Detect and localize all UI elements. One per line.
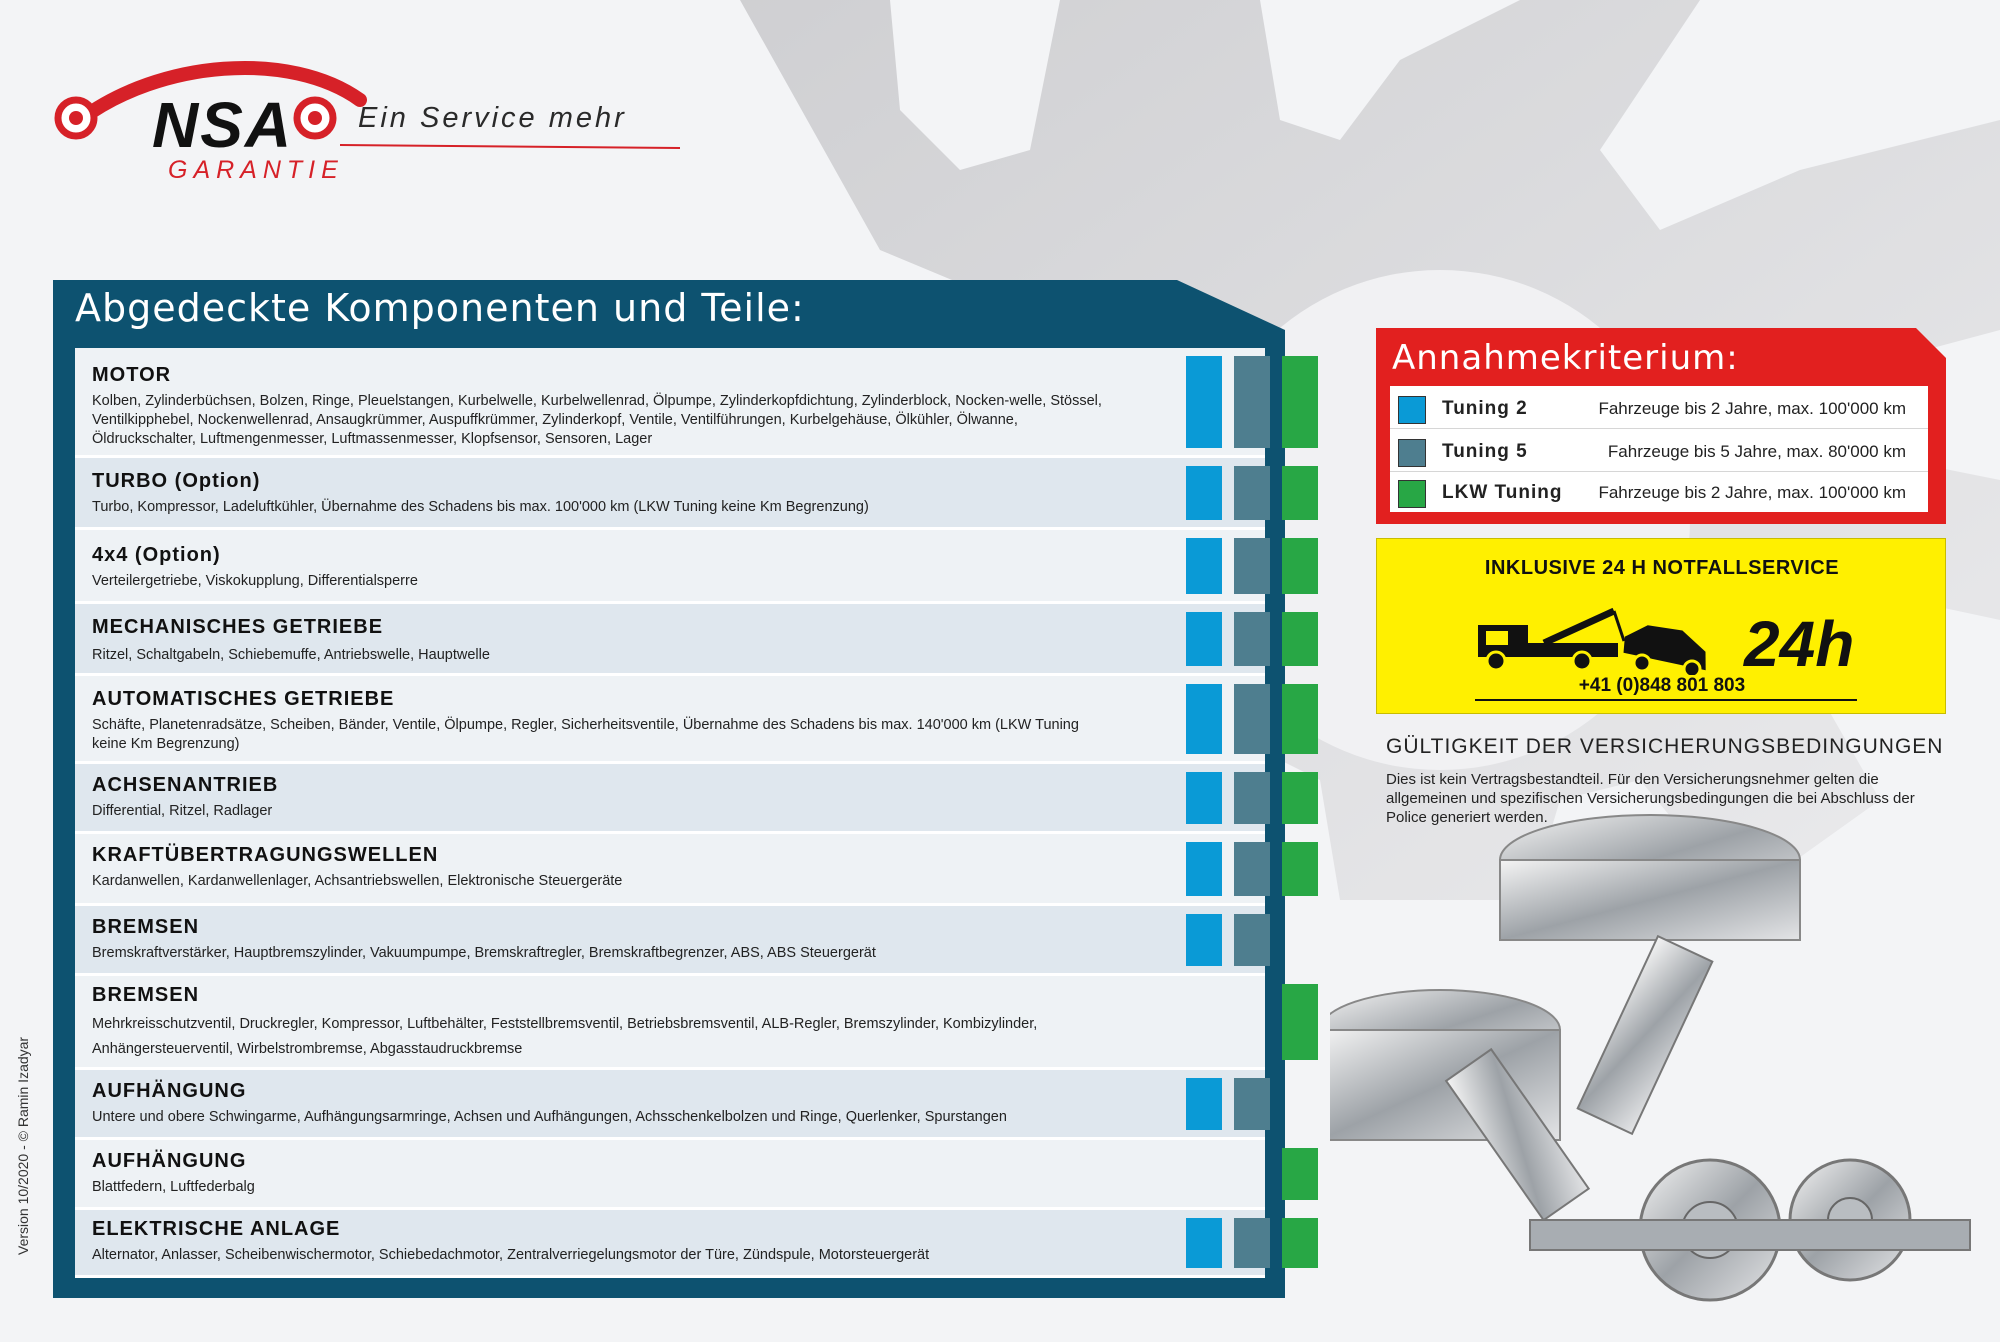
component-description: Kolben, Zylinderbüchsen, Bolzen, Ringe, Pleuelstangen, Kurbelwelle, Kurbelwellenrad, Ölpumpe, Zylinderkopfdichtung, Zylinderblock, Nocken-welle, Stössel, Ventilkipphebel, Nockenwellenrad, Ansaugkrümmer, Auspuffkrümmer, Zylinderkopf, Ventile, Ventilführungen, Kurbelgehäuse, Ölkühler, Ölwanne, Öldruckschalter, Luftmengenmesser, Luftmassenmesser, Klopfsensor, Sensoren, Lager <box>92 393 1102 447</box>
criteria-name: Tuning 2 <box>1442 398 1528 419</box>
lkw-coverage-marker <box>1282 466 1318 520</box>
criteria-row <box>1390 431 1928 472</box>
divider <box>1475 699 1857 701</box>
criteria-name: Tuning 5 <box>1442 441 1528 462</box>
tuning2-coverage-marker <box>1186 356 1222 448</box>
logo-slogan: Ein Service mehr <box>358 102 627 134</box>
tuning2-swatch <box>1398 396 1426 424</box>
tuning5-coverage-marker <box>1234 772 1270 824</box>
component-description: Bremskraftverstärker, Hauptbremszylinder, Vakuumpumpe, Bremskraftregler, Bremskraftbegrenzer, ABS, ABS Steuergerät <box>92 945 876 961</box>
tow-truck-icon <box>1474 605 1734 675</box>
panel-title: Abgedeckte Komponenten und Teile: <box>75 286 805 330</box>
tuning5-coverage-marker <box>1234 538 1270 594</box>
component-description: Alternator, Anlasser, Scheibenwischermotor, Schiebedachmotor, Zentralverriegelungsmotor der Türe, Zündspule, Motorsteuergerät <box>92 1247 930 1263</box>
component-row <box>75 348 1265 458</box>
component-title: 4x4 (Option) <box>92 544 221 566</box>
tuning5-swatch <box>1398 439 1426 467</box>
component-row <box>75 834 1265 906</box>
component-row <box>75 1140 1265 1210</box>
nsa-logo <box>40 40 740 190</box>
tuning2-coverage-marker <box>1186 914 1222 966</box>
tuning2-coverage-marker <box>1186 1218 1222 1268</box>
component-title: TURBO (Option) <box>92 470 261 492</box>
version-note: Version 10/2020 - © Ramin Izadyar <box>15 1036 31 1255</box>
component-title: BREMSEN <box>92 984 200 1006</box>
tuning5-coverage-marker <box>1234 1078 1270 1130</box>
logo-brand: NSA <box>152 89 294 161</box>
component-description: Schäfte, Planetenradsätze, Scheiben, Bänder, Ventile, Ölpumpe, Regler, Sicherheitsventile, Übernahme des Schadens bis max. 140'000 km (LKW Tuning keine Km Begrenzung) <box>92 717 1079 752</box>
tuning5-coverage-marker <box>1234 684 1270 754</box>
lkw-coverage-marker <box>1282 612 1318 666</box>
component-row <box>75 1070 1265 1140</box>
component-row <box>75 764 1265 834</box>
lkw-coverage-marker <box>1282 538 1318 594</box>
criteria-row <box>1390 472 1928 512</box>
validity-text: Dies ist kein Vertragsbestandteil. Für den Versicherungsnehmer gelten die allgemeinen und spezifischen Versicherungsbedingungen die bei Abschluss der Police generiert werden. <box>1386 771 1915 826</box>
component-row <box>75 604 1265 676</box>
tuning2-coverage-marker <box>1186 612 1222 666</box>
tuning2-coverage-marker <box>1186 466 1222 520</box>
lkw-coverage-marker <box>1282 842 1318 896</box>
lkw-swatch <box>1398 480 1426 508</box>
validity-title: GÜLTIGKEIT DER VERSICHERUNGSBEDINGUNGEN <box>1386 735 1944 758</box>
component-description: Differential, Ritzel, Radlager <box>92 803 273 819</box>
tuning2-coverage-marker <box>1186 842 1222 896</box>
component-title: ACHSENANTRIEB <box>92 774 279 796</box>
component-title: MECHANISCHES GETRIEBE <box>92 616 384 638</box>
lkw-coverage-marker <box>1282 356 1318 448</box>
criteria-name: LKW Tuning <box>1442 482 1563 503</box>
component-title: ELEKTRISCHE ANLAGE <box>92 1218 341 1240</box>
lkw-coverage-marker <box>1282 1218 1318 1268</box>
component-description: Blattfedern, Luftfederbalg <box>92 1179 255 1195</box>
tuning5-coverage-marker <box>1234 356 1270 448</box>
criteria-row <box>1390 388 1928 429</box>
component-row <box>75 458 1265 530</box>
component-title: AUFHÄNGUNG <box>92 1080 247 1102</box>
engine-piston-illustration <box>1330 800 2000 1342</box>
component-row <box>75 906 1265 976</box>
tuning5-coverage-marker <box>1234 466 1270 520</box>
tuning2-coverage-marker <box>1186 772 1222 824</box>
criteria-desc: Fahrzeuge bis 2 Jahre, max. 100'000 km <box>1598 399 1906 418</box>
criteria-title: Annahmekriterium: <box>1392 338 1739 378</box>
component-title: KRAFTÜBERTRAGUNGSWELLEN <box>92 844 439 866</box>
emergency-phone: +41 (0)848 801 803 <box>1578 675 1746 696</box>
component-title: BREMSEN <box>92 916 200 938</box>
component-title: MOTOR <box>92 364 172 386</box>
tuning2-coverage-marker <box>1186 684 1222 754</box>
component-description: Kardanwellen, Kardanwellenlager, Achsantriebswellen, Elektronische Steuergeräte <box>92 873 623 889</box>
lkw-coverage-marker <box>1282 772 1318 824</box>
logo-subtitle: GARANTIE <box>168 156 344 184</box>
component-row <box>75 676 1265 764</box>
tuning5-coverage-marker <box>1234 914 1270 966</box>
component-description: Ritzel, Schaltgabeln, Schiebemuffe, Antriebswelle, Hauptwelle <box>92 647 490 663</box>
emergency-title: INKLUSIVE 24 H NOTFALLSERVICE <box>1484 557 1840 579</box>
tuning2-coverage-marker <box>1186 538 1222 594</box>
component-row <box>75 976 1265 1070</box>
lkw-coverage-marker <box>1282 1148 1318 1200</box>
criteria-desc: Fahrzeuge bis 2 Jahre, max. 100'000 km <box>1598 483 1906 502</box>
component-row <box>75 1210 1265 1278</box>
component-title: AUTOMATISCHES GETRIEBE <box>92 688 395 710</box>
tuning5-coverage-marker <box>1234 1218 1270 1268</box>
component-row <box>75 530 1265 604</box>
component-title: AUFHÄNGUNG <box>92 1150 247 1172</box>
lkw-coverage-marker <box>1282 984 1318 1060</box>
emergency-24h: 24h <box>1744 608 1855 680</box>
component-description: Turbo, Kompressor, Ladeluftkühler, Übernahme des Schadens bis max. 100'000 km (LKW Tuning keine Km Begrenzung) <box>92 499 869 515</box>
component-description: Mehrkreisschutzventil, Druckregler, Kompressor, Luftbehälter, Feststellbremsventil, Betriebsbremsventil, ALB-Regler, Bremszylinder, Kombizylinder, Anhängersteuerventil, Wirbelstrombremse, Abgasstaudruckbremse <box>92 1016 1038 1057</box>
criteria-desc: Fahrzeuge bis 5 Jahre, max. 80'000 km <box>1607 442 1906 461</box>
component-description: Verteilergetriebe, Viskokupplung, Differentialsperre <box>92 573 418 589</box>
lkw-coverage-marker <box>1282 684 1318 754</box>
tuning2-coverage-marker <box>1186 1078 1222 1130</box>
tuning5-coverage-marker <box>1234 612 1270 666</box>
emergency-service-box <box>1376 538 1946 714</box>
component-description: Untere und obere Schwingarme, Aufhängungsarmringe, Achsen und Aufhängungen, Achsschenkelbolzen und Ringe, Querlenker, Spurstangen <box>92 1109 1007 1125</box>
tuning5-coverage-marker <box>1234 842 1270 896</box>
